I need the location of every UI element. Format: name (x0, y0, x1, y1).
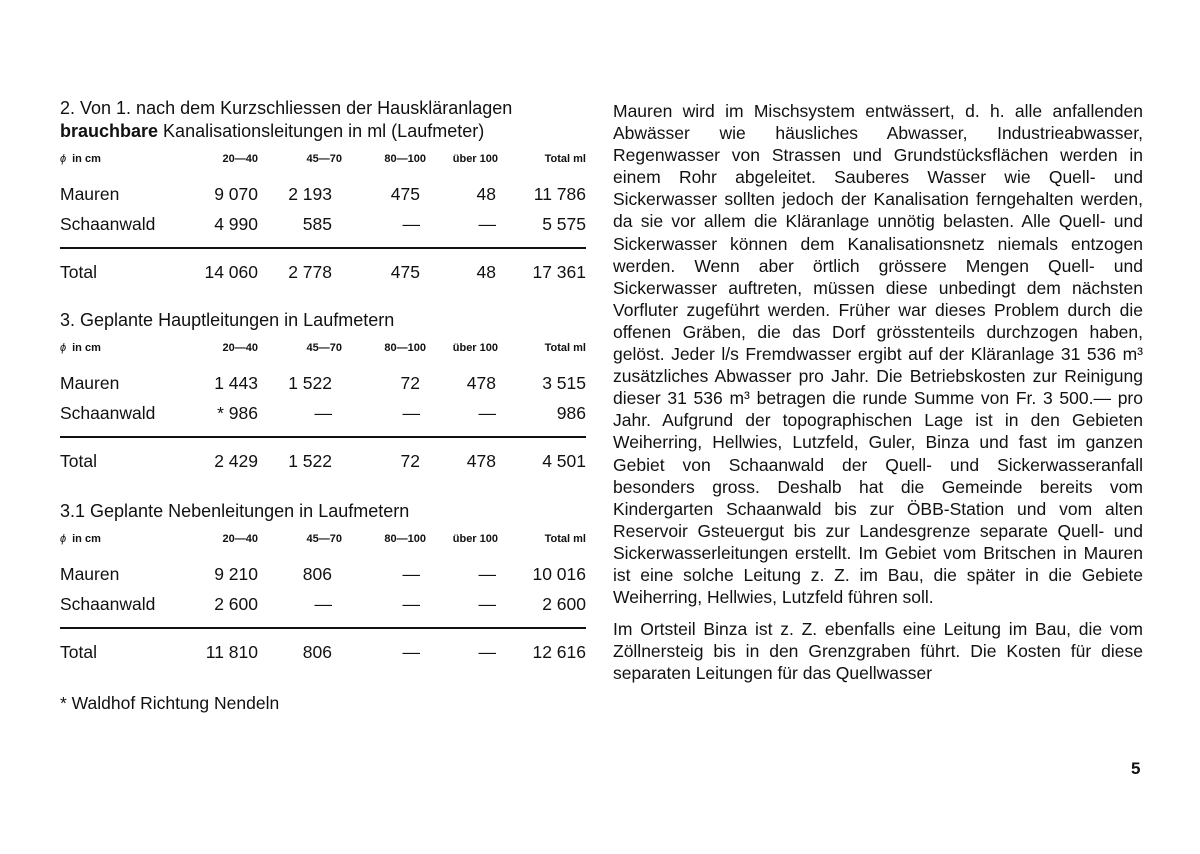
page-number: 5 (1131, 759, 1141, 778)
table-cell: 10 016 (532, 563, 586, 584)
table-cell: 806 (258, 628, 342, 667)
table-cell: 11 786 (533, 183, 586, 204)
row-label: Schaanwald (60, 593, 156, 614)
table-cell: 986 (556, 402, 586, 423)
table-cell: 2 600 (214, 593, 258, 614)
diameter-symbol: ϕ (60, 342, 67, 354)
table-cell: — (402, 563, 420, 584)
table-cell: 806 (302, 563, 332, 584)
table-header-row (60, 533, 586, 559)
table-cell: — (478, 563, 496, 584)
header-cell: 80—100 (384, 153, 426, 165)
table-cell: 2 778 (258, 248, 342, 287)
table-cell: — (478, 593, 496, 614)
table-cell: 12 616 (498, 628, 586, 667)
table-cell: — (342, 628, 426, 667)
header-cell: 45—70 (306, 533, 342, 545)
table-cell: 48 (426, 248, 498, 287)
body-paragraph: Mauren wird im Mischsystem entwässert, d. h. alle anfallenden Abwässer wie häusliches Abwasser, Industrieabwasser, Regenwasser von Strassen und Grundstücksflächen werden in einem Rohr abgeleitet. Sauberes Wasser wie Quell- und Sickerwasser sollten jedoch der Kanalisation ferngehalten werden, da sie vor allem die Kläranlage unnötig belasten. Alle Quell- und Sickerwasser können dem Kanalisationsnetz niemals entzogen werden. Wenn aber örtlich grössere Mengen Quell- und Sickerwasser auftreten, müssen diese unbedingt dem nächsten Vorfluter zugeführt werden. Früher war dieses Problem durch die offenen Gräben, die das Dorf grösstenteils durchzogen haben, gelöst. Jeder l/s Fremdwasser ergibt auf der Kläranlage 31 536 m³ zusätzliches Abwasser pro Jahr. Die Betriebskosten zur Reinigung dieser 31 536 m³ betragen die runde Summe von Fr. 3 500.— pro Jahr. Aufgrund der topographischen Lage ist in den Gebieten Weiherring, Hellwies, Lutzfeld, Guler, Binza und fast im ganzen Gebiet von Schaanwald der Quell- und Sickerwasseranfall besonders gross. Deshalb hat die Gemeinde bereits vom Kindergarten Schaanwald bis zur ÖBB-Station und vom alten Reservoir Gsteuergut bis zur Landesgrenze separate Quell- und Sickerwasserleitungen erstellt. Im Gebiet vom Britschen in Mauren ist eine solche Leitung z. Z. im Bau, die später in die Gebiete Weiherring, Hellwies, Lutzfeld führen soll. (613, 101, 1143, 608)
header-cell: 80—100 (384, 533, 426, 545)
row-label: Mauren (60, 563, 120, 584)
table-row (60, 398, 586, 437)
header-cell: Total ml (544, 342, 586, 354)
diameter-header (60, 153, 200, 179)
row-label: Mauren (60, 372, 120, 393)
table-cell: 72 (400, 372, 420, 393)
section-title-secondary-pipes: 3.1 Geplante Nebenleitungen in Laufmetern (60, 501, 410, 521)
table-row (60, 559, 586, 589)
table-row (60, 589, 586, 628)
table-row (60, 179, 586, 209)
diameter-header (60, 342, 200, 368)
table-cell: — (402, 593, 420, 614)
section-title-existing-sewers (60, 97, 588, 143)
table-cell: — (478, 213, 496, 234)
table-cell: 475 (342, 248, 426, 287)
table-cell: 17 361 (498, 248, 586, 287)
header-cell: in cm (72, 342, 101, 354)
table-cell: — (314, 402, 332, 423)
table-cell: * 986 (217, 402, 258, 423)
header-cell: 80—100 (384, 342, 426, 354)
table-cell: — (402, 213, 420, 234)
footnote: * Waldhof Richtung Nendeln (60, 693, 280, 713)
table-cell: 2 193 (288, 183, 332, 204)
body-paragraph: Im Ortsteil Binza ist z. Z. ebenfalls eine Leitung im Bau, die vom Zöllnersteig bis in den Grenzgraben führt. Die Kosten für diese separaten Leitungen für das Quellwasser (613, 619, 1143, 684)
table-cell: 48 (476, 183, 496, 204)
total-row (60, 248, 586, 287)
title-line-2: Kanalisationsleitungen in ml (Laufmeter) (158, 121, 485, 141)
table-cell: 1 522 (288, 372, 332, 393)
table-cell: 11 810 (200, 628, 258, 667)
header-cell: 20—40 (222, 342, 258, 354)
table-cell: 2 429 (200, 437, 258, 476)
title-bold-word: brauchbare (60, 121, 159, 141)
row-label: Mauren (60, 183, 120, 204)
diameter-symbol: ϕ (60, 153, 67, 165)
table-cell: 72 (342, 437, 426, 476)
table-cell: 5 575 (542, 213, 586, 234)
left-column (60, 97, 588, 714)
diameter-symbol: ϕ (60, 533, 67, 545)
right-column (613, 100, 1143, 684)
table-cell: 3 515 (542, 372, 586, 393)
total-row (60, 628, 586, 667)
table-header-row (60, 153, 586, 179)
table-cell: — (426, 628, 498, 667)
table-cell: 585 (302, 213, 332, 234)
header-cell: in cm (72, 533, 101, 545)
table-cell: 2 600 (542, 593, 586, 614)
table-row (60, 368, 586, 398)
table-cell: 478 (466, 372, 496, 393)
header-cell: über 100 (452, 533, 498, 545)
header-cell: über 100 (452, 342, 498, 354)
section-title-main-pipes: 3. Geplante Hauptleitungen in Laufmetern (60, 310, 395, 330)
table-cell: — (314, 593, 332, 614)
secondary-pipes-table (60, 533, 586, 667)
header-cell: 20—40 (222, 153, 258, 165)
table-cell: — (478, 402, 496, 423)
table-header-row (60, 342, 586, 368)
table-cell: 9 070 (214, 183, 258, 204)
table-cell: 1 443 (214, 372, 258, 393)
table-cell: 478 (426, 437, 498, 476)
row-label: Schaanwald (60, 402, 156, 423)
header-cell: in cm (72, 153, 101, 165)
title-line-1: 2. Von 1. nach dem Kurzschliessen der Hauskläranlagen (60, 98, 513, 118)
table-cell: 1 522 (258, 437, 342, 476)
total-row (60, 437, 586, 476)
table-cell: 9 210 (214, 563, 258, 584)
existing-sewers-table (60, 153, 586, 287)
header-cell: über 100 (452, 153, 498, 165)
table-cell: 475 (390, 183, 420, 204)
table-row (60, 209, 586, 248)
row-label: Schaanwald (60, 213, 156, 234)
main-pipes-table (60, 342, 586, 476)
table-cell: 4 990 (214, 213, 258, 234)
header-cell: Total ml (544, 533, 586, 545)
diameter-header (60, 533, 200, 559)
header-cell: Total ml (544, 153, 586, 165)
header-cell: 45—70 (306, 342, 342, 354)
table-cell: 14 060 (200, 248, 258, 287)
header-cell: 20—40 (222, 533, 258, 545)
table-cell: 4 501 (498, 437, 586, 476)
row-label: Total (60, 628, 200, 667)
row-label: Total (60, 248, 200, 287)
table-cell: — (402, 402, 420, 423)
row-label: Total (60, 437, 200, 476)
header-cell: 45—70 (306, 153, 342, 165)
